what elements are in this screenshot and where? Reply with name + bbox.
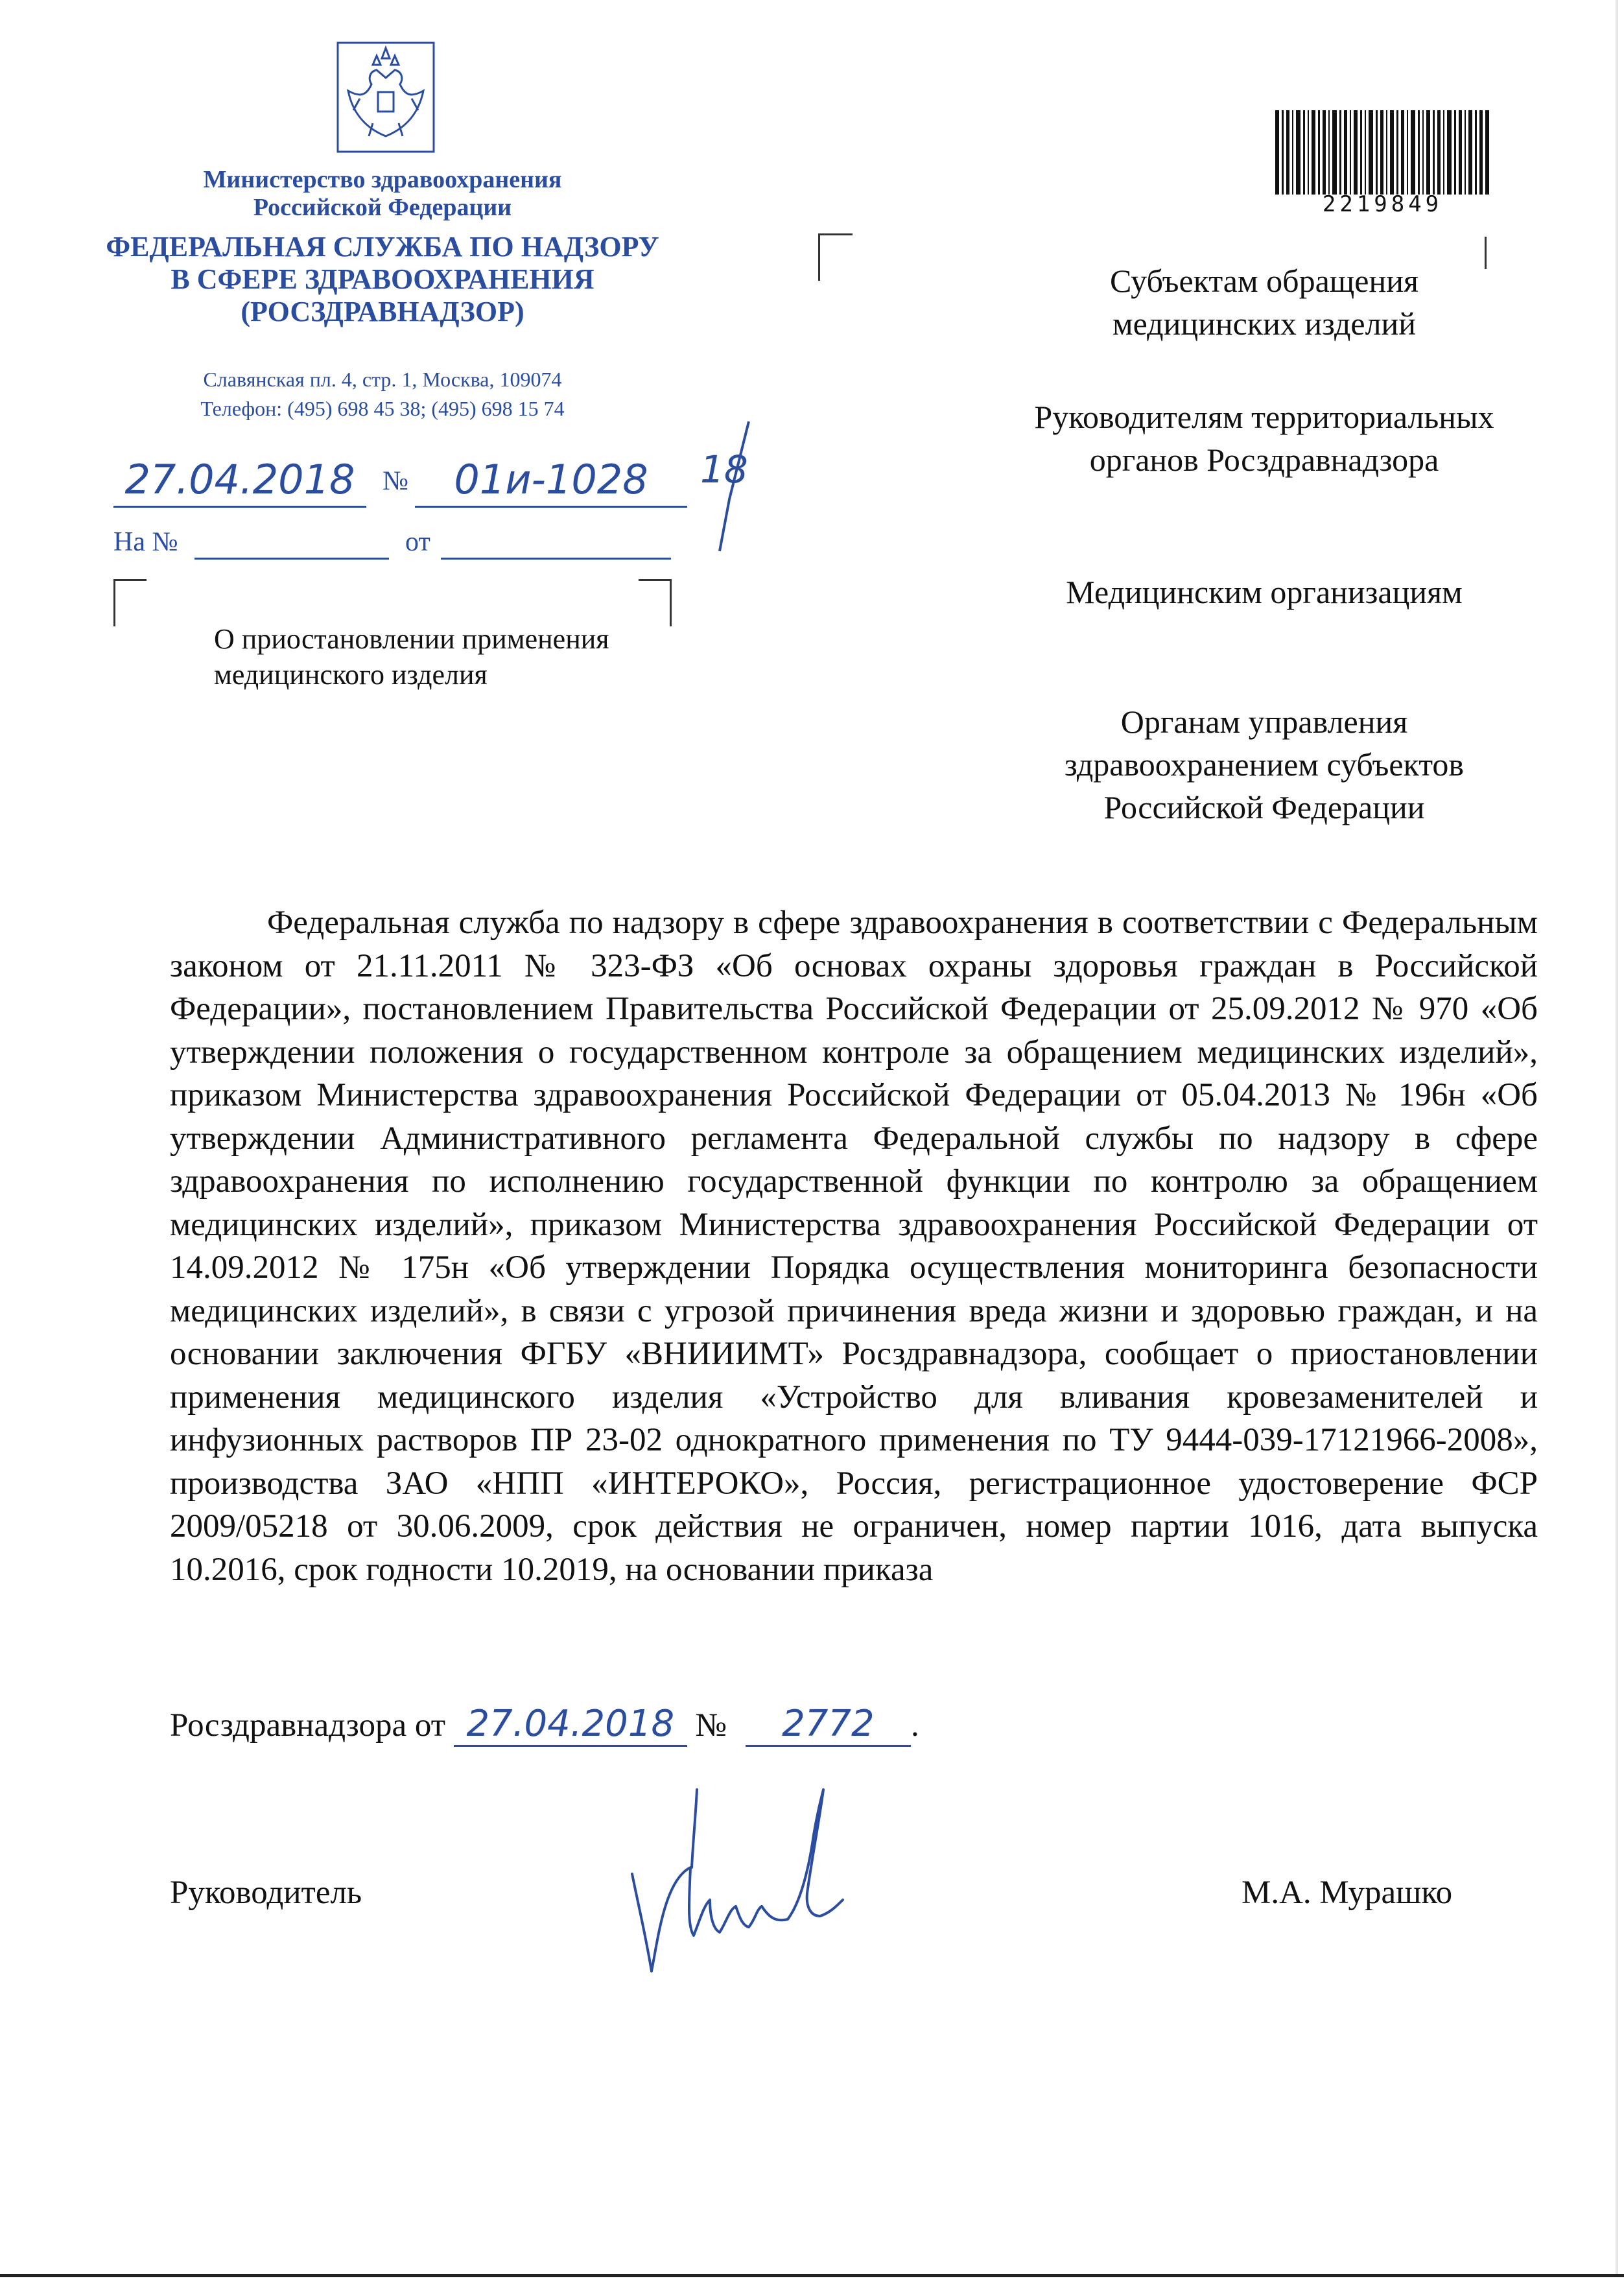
- ministry-name-line1: Министерство здравоохранения: [203, 166, 562, 193]
- addressee-2: Руководителям территориальных органов Росздравнадзора: [1034, 399, 1494, 478]
- order-number: 2772: [746, 1703, 911, 1747]
- service-name-line2: В СФЕРЕ ЗДРАВООХРАНЕНИЯ: [171, 263, 594, 295]
- ministry-name-line2: Российской Федерации: [253, 194, 512, 221]
- signer-name: М.А. Мурашко: [1242, 1875, 1453, 1911]
- service-address: Славянская пл. 4, стр. 1, Москва, 109074: [203, 368, 562, 391]
- registration-number-label: №: [382, 466, 409, 496]
- addressee-4: Органам управления здравоохранением субъектов Российской Федерации: [1064, 704, 1465, 825]
- coat-of-arms-emblem: [334, 39, 438, 156]
- subject-line2: медицинского изделия: [214, 659, 488, 691]
- body-final-line: [170, 1703, 919, 1747]
- subject-corner-left: [113, 579, 147, 626]
- service-phone: Телефон: (495) 698 45 38; (495) 698 15 74: [200, 397, 565, 420]
- body-tail-end: .: [910, 1707, 919, 1744]
- reply-to-number-blank: [194, 558, 389, 560]
- service-name-line3: (РОСЗДРАВНАДЗОР): [241, 296, 524, 327]
- order-date: 27.04.2018: [454, 1703, 687, 1747]
- service-name-line1: ФЕДЕРАЛЬНАЯ СЛУЖБА ПО НАДЗОРУ: [106, 231, 659, 263]
- order-number-label: №: [695, 1707, 727, 1744]
- barcode: [1274, 110, 1491, 195]
- subject-corner-right: [639, 579, 672, 626]
- registration-number-suffix: 18: [700, 447, 748, 491]
- signer-title: Руководитель: [170, 1875, 362, 1911]
- reply-from-blank: [441, 558, 671, 560]
- reply-to-number-label: На №: [113, 527, 178, 557]
- reply-from-label: от: [405, 527, 430, 557]
- barcode-number: 2219849: [1322, 191, 1443, 217]
- handwritten-signature: [613, 1777, 859, 1991]
- body-paragraph: Федеральная служба по надзору в сфере здравоохранения в соответствии с Федеральным законом от 21.11.2011 № 323-ФЗ «Об основах охраны здоровья граждан в Российской Федерации», постановлением Правительства Российской Федерации от 25.09.2012 № 970 «Об утверждении положения о государственном контроле за обращением медицинских изделий», приказом Министерства здравоохранения Российской Федерации от 05.04.2013 № 196н «Об утверждении Административного регламента Федеральной службы по надзору в сфере здравоохранения по исполнению государственной функции по контролю за обращением медицинских изделий», приказом Министерства здравоохранения Российской Федерации от 14.09.2012 № 175н «Об утверждении Порядка осуществления мониторинга безопасности медицинских изделий», в связи с угрозой причинения вреда жизни и здоровью граждан, и на основании заключения ФГБУ «ВНИИИМТ» Росздравнадзора, сообщает о приостановлении применения медицинского изделия «Устройство для вливания кровезаменителей и инфузионных растворов ПР 23-02 однократного применения по ТУ 9444-039-17121966-2008», производства ЗАО «НПП «ИНТЕРОКО», Россия, регистрационное удостоверение ФСР 2009/05218 от 30.06.2009, срок действия не ограничен, номер партии 1016, дата выпуска 10.2016, срок годности 10.2019, на основании приказа: [170, 905, 1538, 1588]
- registration-date: 27.04.2018: [113, 454, 366, 508]
- body-tail-prefix: Росздравнадзора от: [170, 1707, 446, 1744]
- addressee-1: Субъектам обращения медицинских изделий: [1110, 263, 1418, 342]
- addressee-3: Медицинским организациям: [1066, 574, 1463, 610]
- registration-number: 01и-1028: [415, 454, 687, 508]
- scan-edge-right: [1616, 0, 1618, 2276]
- scan-edge-bottom: [0, 2274, 1624, 2277]
- subject-line1: О приостановлении применения: [214, 623, 609, 655]
- addressee-corner-left: [818, 233, 853, 281]
